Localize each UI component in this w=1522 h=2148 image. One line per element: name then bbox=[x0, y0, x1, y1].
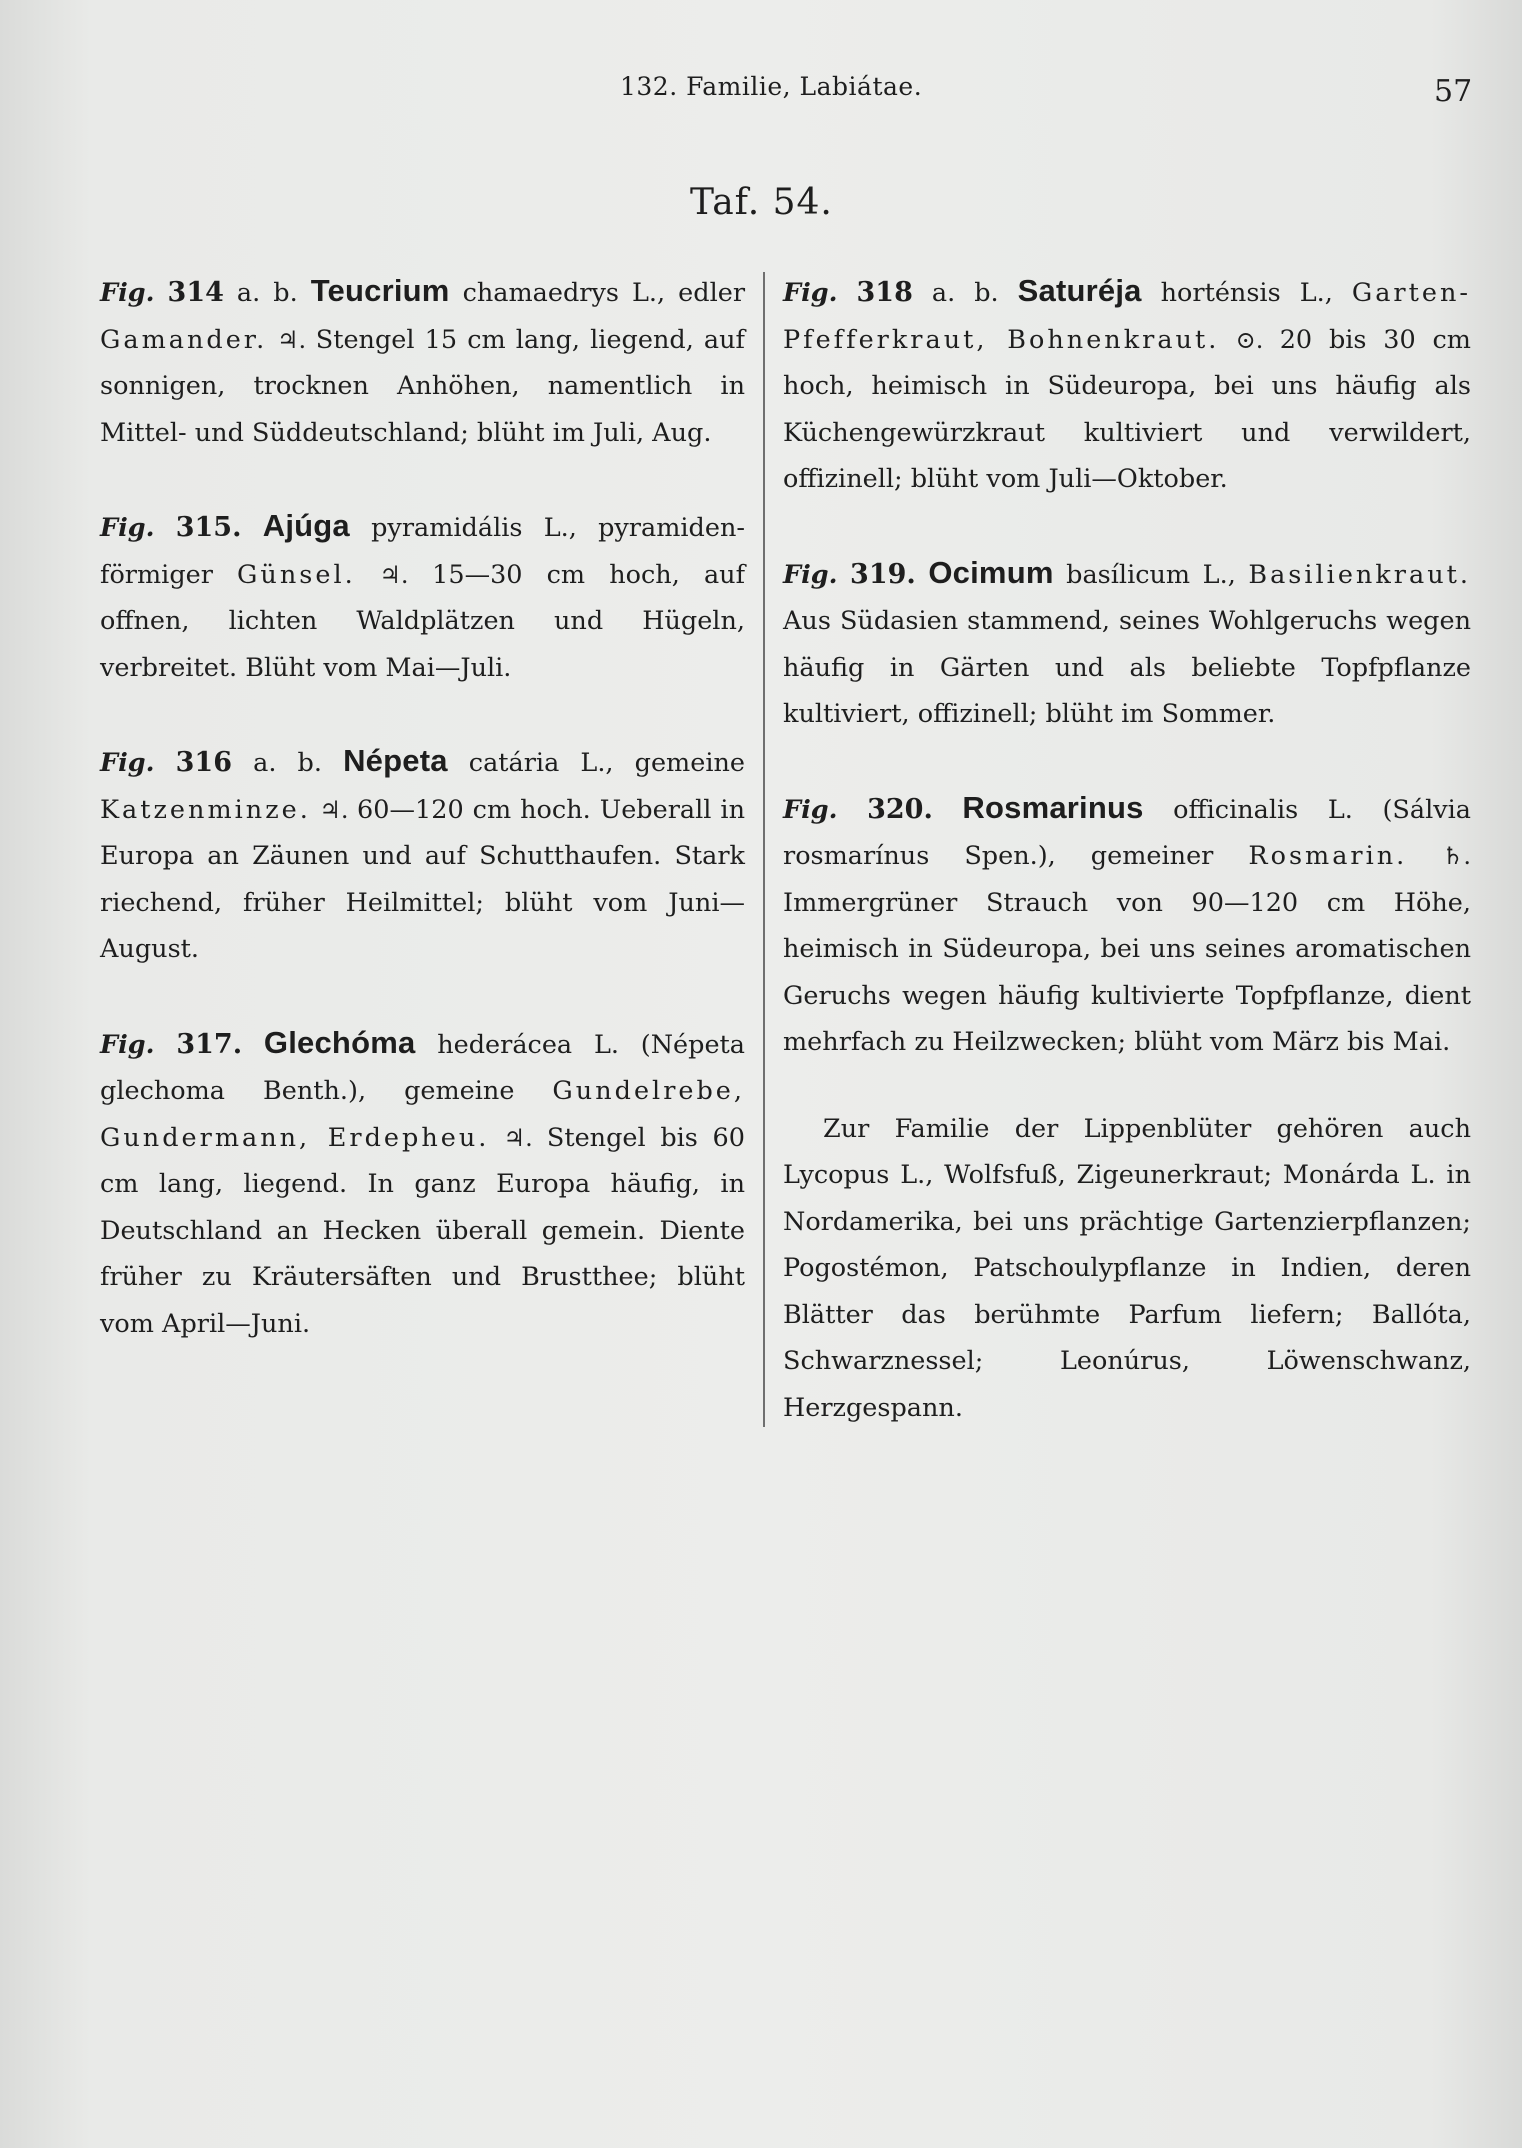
fig-suffix bbox=[916, 560, 929, 590]
species-name: horténsis L., bbox=[1141, 278, 1352, 308]
life-form-symbol: ♄. bbox=[1407, 842, 1471, 870]
fig-suffix: a. b. bbox=[912, 278, 1018, 308]
species-entry bbox=[783, 268, 1471, 503]
species-name: hederácea L. (Népeta glechoma Benth.), gemeine bbox=[100, 1029, 746, 1106]
running-title: 132. Familie, Labiátae. bbox=[620, 72, 923, 101]
common-name: Garten-Pfefferkraut, Bohnenkraut. bbox=[783, 278, 1471, 355]
species-entry bbox=[100, 503, 745, 691]
fig-suffix: a. b. bbox=[232, 748, 344, 778]
description: 60—120 cm hoch. Ueberall in Europa an Zäunen und auf Schutthaufen. Stark riechend, früher Heilmittel; blüht vom Juni—August. bbox=[100, 794, 745, 964]
fig-suffix bbox=[242, 1030, 264, 1060]
common-name: Günsel. bbox=[237, 559, 356, 590]
species-name: officinalis L. (Sálvia rosmarínus Spen.), gemeiner bbox=[783, 794, 1471, 871]
description: 15—30 cm hoch, auf offnen, lichten Waldplätzen und Hügeln, verbreitet. Blüht vom Mai—Juli. bbox=[100, 559, 746, 683]
species-entry bbox=[783, 550, 1471, 738]
common-name: Basilienkraut. bbox=[1248, 559, 1471, 590]
family-closing-note: Zur Familie der Lippenblüter gehören auch Lycopus L., Wolfsfuß, Zigeunerkraut; Monárda L. in Nordamerika, bei uns prächtige Gartenzierpflanzen; Pogostémon, Patschoulypflanze in Indien, deren Blätter das berühmte Parfum liefern; Ballóta, Schwarznessel; Leonúrus, Löwenschwanz, Herzgespann. bbox=[783, 1113, 1471, 1423]
life-form-symbol: ♃. bbox=[267, 325, 316, 354]
fig-label: Fig. bbox=[100, 278, 155, 308]
life-form-symbol: ⊙. bbox=[1219, 325, 1280, 354]
common-name: Gundelrebe, Gundermann, Erdepheu. bbox=[100, 1076, 745, 1153]
fig-number: 320. bbox=[867, 793, 933, 825]
species-entry bbox=[783, 785, 1471, 1066]
life-form-symbol: ♃. bbox=[489, 1123, 547, 1152]
common-name: Katzenminze. bbox=[100, 794, 311, 825]
species-name: chamaedrys L., edler bbox=[449, 278, 746, 308]
species-entry bbox=[100, 738, 745, 973]
fig-label: Fig. bbox=[100, 1029, 155, 1060]
page-header bbox=[0, 66, 1522, 109]
column-divider bbox=[763, 272, 765, 1427]
fig-number: 319. bbox=[850, 558, 916, 590]
description: Immergrüner Strauch von 90—120 cm Höhe, heimisch in Südeuropa, bei uns seines aromatischen Geruchs wegen häufig kultivierte Topfpflanze, dient mehrfach zu Heilzwecken; blüht vom März bis Mai. bbox=[783, 887, 1471, 1057]
fig-number: 316 bbox=[175, 747, 232, 778]
common-name: Rosmarin. bbox=[1248, 841, 1408, 871]
species-name: basílicum L., bbox=[1053, 559, 1249, 590]
page-number: 57 bbox=[1434, 74, 1473, 109]
species-entry bbox=[100, 268, 745, 456]
description: Stengel bis 60 cm lang, liegend. In ganz Europa häufig, in Deutschland an Hecken überall gemein. Diente früher zu Kräutersäften und Brustthee; blüht vom April—Juni. bbox=[100, 1122, 745, 1339]
common-name: Gamander. bbox=[100, 324, 268, 355]
fig-label: Fig. bbox=[783, 794, 838, 825]
fig-number: 314 bbox=[167, 277, 224, 308]
genus-name: Rosmarinus bbox=[962, 789, 1144, 825]
genus-name: Népeta bbox=[343, 743, 448, 778]
genus-name: Glechóma bbox=[263, 1024, 416, 1060]
fig-label: Fig. bbox=[100, 513, 155, 543]
left-column bbox=[100, 268, 745, 1394]
life-form-symbol: ♃. bbox=[310, 795, 358, 824]
description: Aus Südasien stammend, seines Wohlgeruchs wegen häufig in Gärten und als beliebte Topfpflanze kultiviert, offizinell; blüht im Sommer. bbox=[783, 606, 1471, 729]
genus-name: Teucrium bbox=[310, 273, 450, 308]
fig-number: 318 bbox=[856, 277, 913, 308]
right-column bbox=[783, 268, 1471, 1457]
species-entry bbox=[100, 1020, 745, 1348]
genus-name: Saturéja bbox=[1017, 273, 1142, 308]
fig-suffix: a. b. bbox=[223, 278, 311, 308]
fig-label: Fig. bbox=[783, 278, 838, 308]
genus-name: Ocimum bbox=[928, 554, 1054, 590]
life-form-symbol: ♃. bbox=[355, 560, 433, 589]
description: 20 bis 30 cm hoch, heimisch in Südeuropa, bei uns häufig als Küchengewürzkraut kultiviert und verwildert, offizinell; blüht vom Juli—Oktober. bbox=[783, 324, 1471, 494]
fig-number: 317. bbox=[176, 1028, 243, 1060]
fig-label: Fig. bbox=[100, 748, 155, 778]
plate-title: Taf. 54. bbox=[690, 182, 833, 223]
description: Stengel 15 cm lang, liegend, auf sonnigen, trocknen Anhöhen, namentlich in Mittel- und Süddeutschland; blüht im Juli, Aug. bbox=[100, 324, 745, 448]
species-name: pyramidális L., pyramiden-förmiger bbox=[100, 513, 745, 590]
species-name: catária L., gemeine bbox=[447, 748, 745, 778]
fig-suffix bbox=[933, 795, 963, 825]
fig-suffix bbox=[242, 513, 263, 543]
fig-label: Fig. bbox=[783, 559, 838, 590]
genus-name: Ajúga bbox=[262, 508, 350, 543]
fig-number: 315. bbox=[175, 512, 242, 543]
